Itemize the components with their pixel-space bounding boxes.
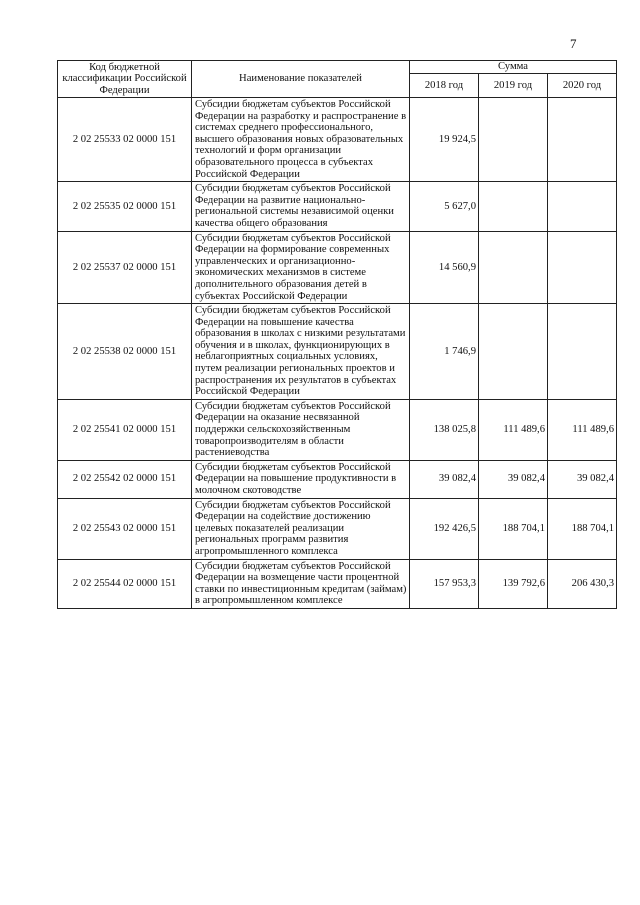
table-header [58,61,617,98]
header-sum: Сумма [410,61,617,74]
header-code: Код бюджетной классификации Российской Федерации [58,61,192,98]
row-value-2020: 39 082,4 [548,460,617,498]
row-value-2018: 192 426,5 [410,498,479,559]
row-value-2019: 111 489,6 [479,399,548,460]
row-value-2020 [548,231,617,304]
row-value-2019 [479,182,548,231]
table-row [58,182,617,231]
row-value-2019: 188 704,1 [479,498,548,559]
row-code: 2 02 25537 02 0000 151 [58,231,192,304]
row-value-2018: 19 924,5 [410,98,479,182]
table-row [58,231,617,304]
row-name: Субсидии бюджетам субъектов Российской Федерации на содействие достижению целевых показателей реализации региональных программ развития агропромышленного комплекса [192,498,410,559]
row-name: Субсидии бюджетам субъектов Российской Федерации на возмещение части процентной ставки по инвестиционным кредитам (займам) в агропромышленном комплексе [192,559,410,608]
table-row [58,460,617,498]
row-value-2018: 5 627,0 [410,182,479,231]
row-value-2020 [548,182,617,231]
row-name: Субсидии бюджетам субъектов Российской Федерации на повышение продуктивности в молочном скотоводстве [192,460,410,498]
row-value-2018: 138 025,8 [410,399,479,460]
header-year-2018: 2018 год [410,74,479,98]
row-value-2020 [548,304,617,400]
header-year-2020: 2020 год [548,74,617,98]
page-number: 7 [570,36,577,51]
row-value-2019 [479,231,548,304]
row-code: 2 02 25541 02 0000 151 [58,399,192,460]
row-value-2019 [479,98,548,182]
table-row [58,399,617,460]
table-row [58,559,617,608]
row-value-2018: 1 746,9 [410,304,479,400]
row-value-2020 [548,98,617,182]
row-value-2020: 111 489,6 [548,399,617,460]
row-name: Субсидии бюджетам субъектов Российской Федерации на разработку и распространение в системах среднего профессионального, высшего образования новых образовательных технологий и форм организации образовательного процесса в субъектах Российской Федерации [192,98,410,182]
row-value-2018: 157 953,3 [410,559,479,608]
row-name: Субсидии бюджетам субъектов Российской Федерации на формирование современных управленческих и организационно-экономических механизмов в системе дополнительного образования детей в субъектах Российской Федерации [192,231,410,304]
row-value-2019: 39 082,4 [479,460,548,498]
table-body [58,98,617,609]
row-code: 2 02 25544 02 0000 151 [58,559,192,608]
row-value-2020: 206 430,3 [548,559,617,608]
row-code: 2 02 25543 02 0000 151 [58,498,192,559]
row-value-2018: 39 082,4 [410,460,479,498]
row-code: 2 02 25533 02 0000 151 [58,98,192,182]
row-name: Субсидии бюджетам субъектов Российской Федерации на оказание несвязанной поддержки сельскохозяйственным товаропроизводителям в области растениеводства [192,399,410,460]
header-name: Наименование показателей [192,61,410,98]
table-row [58,304,617,400]
row-value-2020: 188 704,1 [548,498,617,559]
table-row [58,98,617,182]
budget-table [57,60,617,609]
header-year-2019: 2019 год [479,74,548,98]
table-row [58,498,617,559]
row-code: 2 02 25538 02 0000 151 [58,304,192,400]
row-value-2019: 139 792,6 [479,559,548,608]
row-name: Субсидии бюджетам субъектов Российской Федерации на развитие национально-региональной системы независимой оценки качества общего образования [192,182,410,231]
row-value-2018: 14 560,9 [410,231,479,304]
row-name: Субсидии бюджетам субъектов Российской Федерации на повышение качества образования в школах с низкими результатами обучения и в школах, функционирующих в неблагоприятных социальных условиях, путем реализации региональных проектов и распространения их результатов в субъектах Российской Федерации [192,304,410,400]
row-value-2019 [479,304,548,400]
row-code: 2 02 25535 02 0000 151 [58,182,192,231]
row-code: 2 02 25542 02 0000 151 [58,460,192,498]
